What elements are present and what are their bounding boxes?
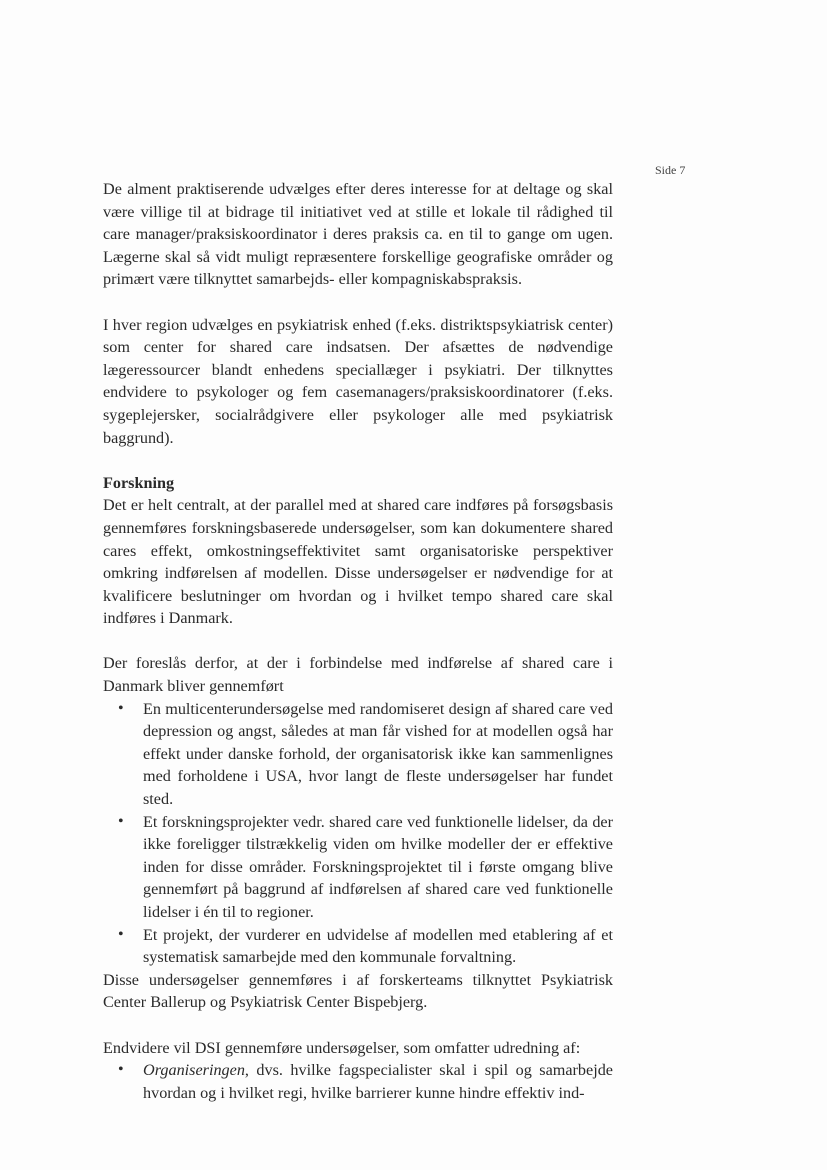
document-body xyxy=(103,178,613,1104)
italic-term: Organiseringen xyxy=(143,1061,245,1080)
list-item: • En multicenterundersøgelse med randomiseret design af shared care ved depression og angst, således at man får vished for at modellen også har effekt under danske forhold, der organisatorisk ikke kan sammenlignes med forholdene i USA, hvor langt de fleste undersøgelser har fundet sted. xyxy=(143,698,613,811)
paragraph-research-intro: Det er helt centralt, at der parallel med at shared care indføres på forsøgsbasis gennemføres forskningsbaserede undersøgelser, som kan dokumentere shared cares effekt, omkostningseffektivitet samt organisatoriske perspektiver omkring indførelsen af modellen. Disse undersøgelser er nødvendige for at kvalificere beslutninger om hvordan og i hvilket tempo shared care skal indføres i Danmark. xyxy=(103,496,613,628)
list-item xyxy=(143,1059,613,1104)
list-item: • Et projekt, der vurderer en udvidelse af modellen med etablering af et systematisk samarbejde med den kommunale forvaltning. xyxy=(143,924,613,969)
paragraph-psychiatric-unit: I hver region udvælges en psykiatrisk enhed (f.eks. distriktspsykiatrisk center) som center for shared care indsatsen. Der afsættes de nødvendige lægeressourcer blandt enhedens speciallæger i psykiatri. Der tilknyttes endvidere to psykologer og fem casemanagers/praksiskoordinatorer (f.eks. sygeplejersker, socialrådgivere eller psykologer alle med psykiatrisk baggrund). xyxy=(103,315,613,447)
paragraph-proposal: Der foreslås derfor, at der i forbindelse med indførelse af shared care i Danmark bliver gennemført xyxy=(103,654,613,696)
page-number: Side 7 xyxy=(655,163,686,177)
research-bullet-list xyxy=(103,698,613,969)
paragraph-dsi-studies: Endvidere vil DSI gennemføre undersøgelser, som omfatter udredning af: xyxy=(103,1038,581,1057)
paragraph-research-teams: Disse undersøgelser gennemføres i af forskerteams tilknyttet Psykiatrisk Center Ballerup og Psykiatrisk Center Bispebjerg. xyxy=(103,970,613,1012)
dsi-bullet-list xyxy=(103,1059,613,1104)
list-item: • Et forskningsprojekter vedr. shared care ved funktionelle lidelser, da der ikke foreligger tilstrækkelig viden om hvilke modeller der er effektive inden for disse områder. Forskningsprojektet til i første omgang blive gennemført på baggrund af indførelsen af shared care ved funktionelle lidelser i én til to regioner. xyxy=(143,811,613,924)
section-heading-forskning: Forskning xyxy=(103,473,175,492)
list-item-text: , dvs. hvilke fagspecialister skal i spil og samarbejde hvordan og i hvilket regi, hvilke barrierer kunne hindre effektiv ind- xyxy=(143,1061,613,1102)
paragraph-general-practitioners: De alment praktiserende udvælges efter deres interesse for at deltage og skal være villige til at bidrage til initiativet ved at stille et lokale til rådighed til care manager/praksiskoordinator i deres praksis ca. en til to gange om ugen. Lægerne skal så vidt muligt repræsentere forskellige geografiske områder og primært være tilknyttet samarbejds- eller kompagniskabspraksis. xyxy=(103,180,613,289)
